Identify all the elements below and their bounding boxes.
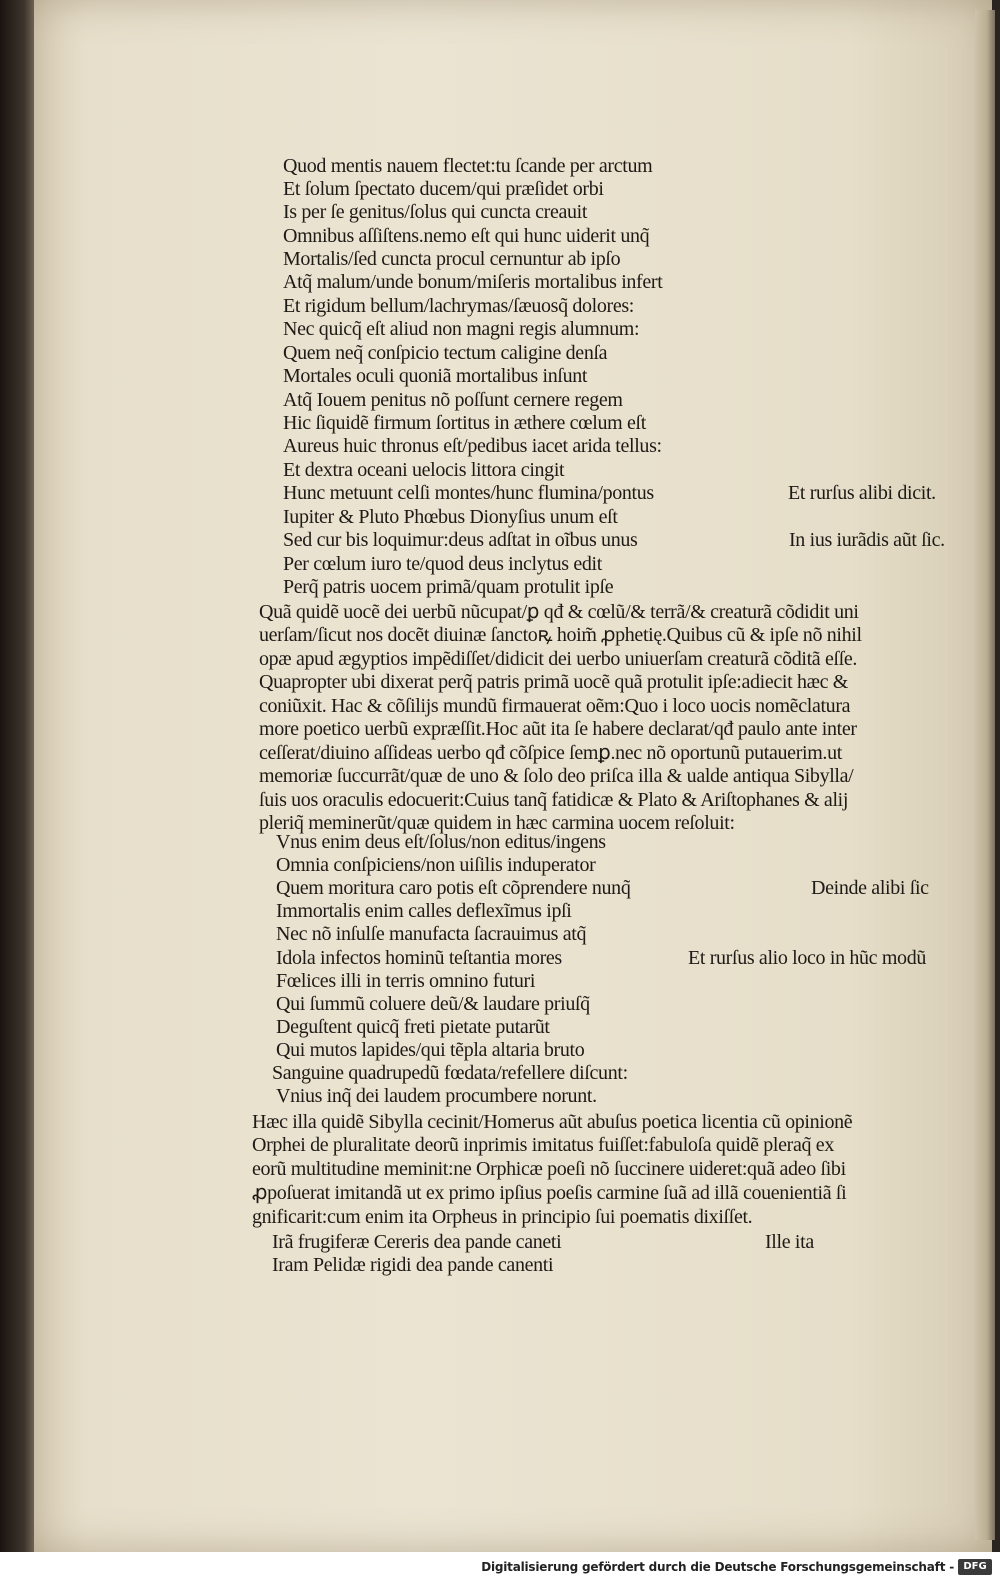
verse-line: Mortalis/ſed cuncta procul cernuntur ab ipſo	[283, 248, 621, 270]
verse-line: Immortalis enim calles deflexĩmus ipſi	[276, 900, 572, 922]
verse-line: Hunc metuunt celſi montes/hunc flumina/pontus	[283, 482, 654, 504]
verse-line: Nec nõ inſulſe manufacta ſacrauimus atq̃	[276, 923, 587, 945]
verse-line: Qui ſummũ coluere deũ/& laudare priuſq̃	[276, 993, 590, 1015]
verse-line: Iram Pelidæ rigidi dea pande canenti	[272, 1254, 554, 1276]
margin-note: In ius iurãdis aũt ſic.	[789, 529, 945, 551]
verse-line: Quem neq̃ conſpicio tectum caligine denſa	[283, 342, 608, 364]
verse-line: Sanguine quadrupedũ fœdata/refellere diſcunt:	[272, 1062, 628, 1084]
prose-line: Quã quidẽ uocẽ dei uerbũ nũcupat/ꝑ qđ & cœlũ/& terrã/& creaturã cõdidit uni	[259, 601, 859, 623]
footer-bar	[0, 1552, 1000, 1583]
verse-line: Et rigidum bellum/lachrymas/ſæuosq̃ dolores:	[283, 295, 635, 317]
verse-line: Mortales oculi quoniã mortalibus inſunt	[283, 365, 588, 387]
verse-line: Omnibus aſſiſtens.nemo eſt qui hunc uiderit unq̃	[283, 225, 650, 247]
margin-note: Ille ita	[765, 1231, 814, 1253]
margin-note: Deinde alibi ſic	[811, 877, 929, 899]
prose-line: ſuis uos oraculis edocuerit:Cuius tanq̃ fatidicæ & Plato & Ariſtophanes & alij	[259, 789, 849, 811]
prose-line: Quapropter ubi dixerat perq̃ patris primã uocẽ quã protulit ipſe:adiecit hæc &	[259, 671, 848, 693]
prose-line: eorũ multitudine meminit:ne Orphicæ poeſi nõ ſuccinere uideret:quã adeo ſibi	[252, 1158, 846, 1180]
verse-line: Et ſolum ſpectato ducem/qui præſidet orbi	[283, 178, 604, 200]
verse-line: Hic ſiquidẽ firmum ſortitus in æthere cœlum eſt	[283, 412, 646, 434]
footer-credit: Digitalisierung gefördert durch die Deutsche Forschungsgemeinschaft -	[481, 1560, 954, 1574]
verse-line: Aureus huic thronus eſt/pedibus iacet arida tellus:	[283, 435, 662, 457]
prose-line: more poetico uerbũ expræſſit.Hoc aũt ita ſe habere declarat/qđ paulo ante inter	[259, 718, 857, 740]
verse-line: Per cœlum iuro te/quod deus inclytus edit	[283, 553, 602, 575]
verse-line: Sed cur bis loquimur:deus adſtat in oĩbus unus	[283, 529, 638, 551]
prose-line: coniũxit. Hac & cõſilijs mundũ firmauerat oẽm:Quo i loco uocis nomẽclatura	[259, 695, 851, 717]
verse-line: Deguſtent quicq̃ freti pietate putarũt	[276, 1016, 550, 1038]
margin-note: Et rurſus alio loco in hũc modũ	[688, 947, 926, 969]
verse-line: Idola infectos hominũ teſtantia mores	[276, 947, 562, 969]
verse-line: Vnius inq̃ dei laudem procumbere norunt.	[276, 1085, 597, 1107]
verse-line: Omnia conſpiciens/non uiſilis induperator	[276, 854, 596, 876]
verse-line: Fœlices illi in terris omnino futuri	[276, 970, 536, 992]
verse-line: Quem moritura caro potis eſt cõprendere nunq̃	[276, 877, 631, 899]
verse-line: Et dextra oceani uelocis littora cingit	[283, 459, 565, 481]
verse-line: Irã frugiferæ Cereris dea pande caneti	[272, 1231, 562, 1253]
verse-line: Perq̃ patris uocem primã/quam protulit ipſe	[283, 576, 614, 598]
dfg-logo: DFG	[958, 1559, 992, 1575]
verse-line: Nec quicq̃ eſt aliud non magni regis alumnum:	[283, 318, 640, 340]
verse-line: Iupiter & Pluto Phœbus Dionyſius unum eſt	[283, 506, 618, 528]
prose-line: uerſam/ſicut nos docẽt diuinæ ſanctoꝶ hoim̃ ꝓphetię.Quibus cũ & ipſe nõ nihil	[259, 624, 862, 646]
prose-line: Hæc illa quidẽ Sibylla cecinit/Homerus aũt abuſus poetica licentia cũ opinionẽ	[252, 1111, 853, 1133]
margin-note: Et rurſus alibi dicit.	[788, 482, 936, 504]
verse-line: Qui mutos lapides/qui tẽpla altaria bruto	[276, 1039, 585, 1061]
verse-line: Vnus enim deus eſt/ſolus/non editus/ingens	[276, 831, 606, 853]
prose-line: ꝓpoſuerat imitandã ut ex primo ipſius poeſis carmine ſuã ad illã couenientiã ſi	[252, 1182, 847, 1204]
prose-line: ceſſerat/diuino aſſideas uerbo qđ cõſpice ſemꝑ.nec nõ oportunũ putauerim.ut	[259, 742, 842, 764]
verse-line: Is per ſe genitus/ſolus qui cuncta creauit	[283, 201, 588, 223]
prose-line: pleriq̃ meminerũt/quæ quidem in hæc carmina uocem reſoluit:	[259, 812, 735, 834]
prose-line: memoriæ ſuccurrãt/quæ de uno & ſolo deo priſca illa & ualde antiqua Sibylla/	[259, 765, 854, 787]
verse-line: Atq̃ Iouem penitus nõ poſſunt cernere regem	[283, 389, 623, 411]
prose-line: Orphei de pluralitate deorũ inprimis imitatus fuiſſet:fabuloſa quidẽ pleraq̃ ex	[252, 1134, 834, 1156]
prose-line: gnificarit:cum enim ita Orpheus in principio ſui poematis dixiſſet.	[252, 1206, 753, 1228]
prose-line: opæ apud ægyptios impẽdiſſet/didicit dei uerbo uniuerſam creaturã cõditã eſſe.	[259, 648, 858, 670]
verse-line: Quod mentis nauem flectet:tu ſcande per arctum	[283, 155, 653, 177]
verse-line: Atq̃ malum/unde bonum/miſeris mortalibus infert	[283, 271, 663, 293]
